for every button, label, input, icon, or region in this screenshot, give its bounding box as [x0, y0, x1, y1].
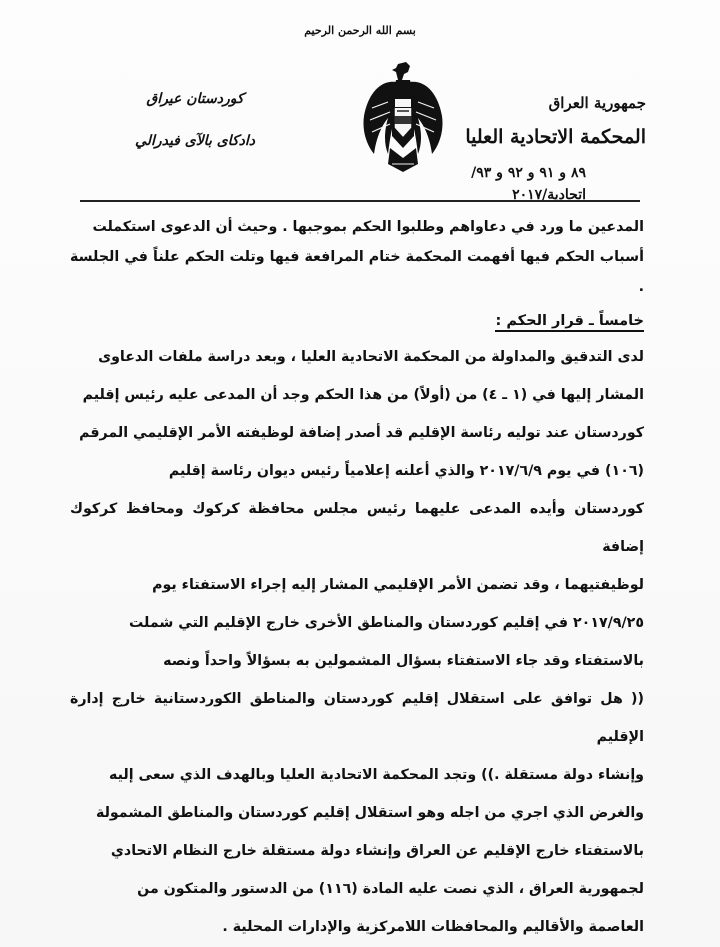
text-line: لدى التدقيق والمداولة من المحكمة الاتحادية العليا ، وبعد دراسة ملفات الدعاوى	[98, 349, 644, 365]
text-line: (( هل توافق على استقلال إقليم كوردستان والمناطق الكوردستانية خارج إدارة الإقليم	[70, 691, 644, 745]
header-right-block	[436, 92, 646, 206]
text-line: بالاستفتاء وقد جاء الاستفتاء بسؤال المشمولين به بسؤالاً واحداً ونصه	[163, 653, 644, 669]
kurdish-country-name: كوردستان عيراق	[146, 91, 244, 107]
text-line: أسباب الحكم فيها أفهمت المحكمة ختام المرافعة فيها وتلت الحكم علناً في الجلسة .	[70, 249, 644, 295]
text-line: بالاستفتاء خارج الإقليم عن العراق وإنشاء دولة مستقلة خارج النظام الاتحادي	[110, 843, 644, 859]
country-name: جمهورية العراق	[548, 94, 646, 112]
text-line: لجمهورية العراق ، الذي نصت عليه المادة (١١٦) من الدستور والمتكون من	[137, 881, 644, 897]
case-number: ٨٩ و ٩١ و ٩٢ و ٩٣/اتحادية/٢٠١٧	[471, 165, 586, 203]
header-left-block	[110, 88, 280, 152]
text-line: كوردستان عند توليه رئاسة الإقليم قد أصدر إضافة لوظيفته الأمر الإقليمي المرقم	[79, 425, 644, 441]
court-name: المحكمة الاتحادية العليا	[465, 126, 646, 148]
iraq-eagle-emblem-icon	[358, 58, 448, 178]
section-heading	[70, 306, 644, 336]
text-line: (١٠٦) في يوم ٢٠١٧/٦/٩ والذي أعلنه إعلامياً رئيس ديوان رئاسة إقليم	[168, 463, 644, 479]
text-line: والغرض الذي اجري من اجله وهو استقلال إقليم كوردستان والمناطق المشمولة	[95, 805, 644, 821]
basmala: بسم الله الرحمن الرحيم	[304, 24, 416, 37]
text-line: كوردستان وأيده المدعى عليهما رئيس مجلس محافظة كركوك ومحافظ كركوك إضافة	[70, 501, 644, 555]
kurdish-court-name: دادكاى بالآى فيدرالي	[135, 133, 255, 149]
text-line: العاصمة والأقاليم والمحافظات اللامركزية والإدارات المحلية .	[222, 919, 644, 935]
section-title: خامساً ـ قرار الحكم :	[495, 313, 644, 332]
header-divider	[80, 200, 640, 202]
text-line: وإنشاء دولة مستقلة .)) وتجد المحكمة الاتحادية العليا وبالهدف الذي سعى إليه	[109, 767, 644, 783]
intro-paragraph	[70, 212, 644, 302]
text-line: لوظيفتيهما ، وقد تضمن الأمر الإقليمي المشار إليه إجراء الاستفتاء يوم	[152, 577, 644, 593]
text-line: المشار إليها في (١ ـ ٤) من (أولاً) من هذا الحكم وجد أن المدعى عليه رئيس إقليم	[82, 387, 644, 403]
text-line: المدعين ما ورد في دعاواهم وطلبوا الحكم بموجبها . وحيث أن الدعوى استكملت	[92, 219, 644, 235]
text-line: ٢٠١٧/٩/٢٥ في إقليم كوردستان والمناطق الأخرى خارج الإقليم التي شملت	[129, 615, 644, 631]
document-body	[70, 212, 644, 946]
decision-paragraph	[70, 338, 644, 946]
